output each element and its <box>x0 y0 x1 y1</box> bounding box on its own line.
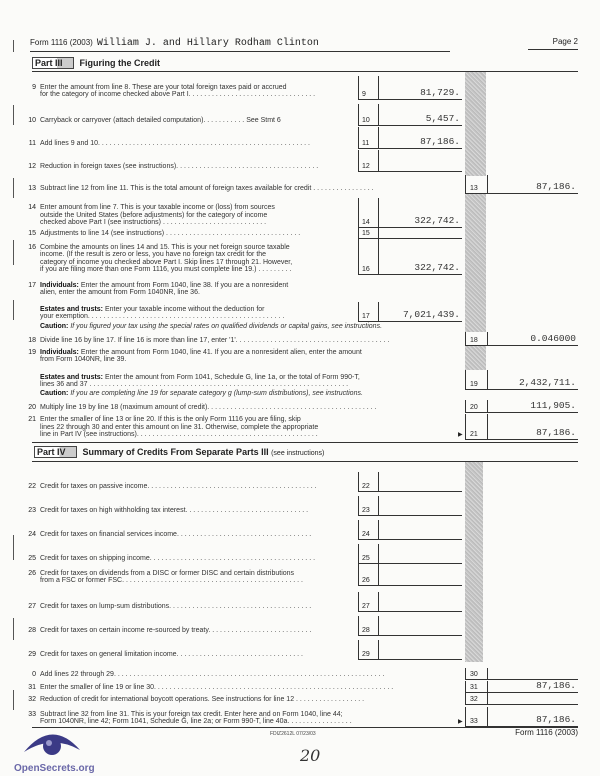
line-description <box>40 349 470 364</box>
line-bold-label: Individuals: <box>40 348 79 356</box>
line-number: 18 <box>28 337 36 345</box>
opensecrets-logo <box>14 726 94 774</box>
box-number: 31 <box>470 684 478 691</box>
line-text: Enter the amount from Form 1041, Schedule G, line 1a, or the total of Form 990-T, lines 36 and 37 . . . . . . . . . . . . . . . . . . . . . . . . . . . . . . . . . . . . . . . . . . . . . . . . . . . . . . . . . . . . . . . . . . . <box>40 373 360 389</box>
box-number: 13 <box>470 185 478 192</box>
box-divider <box>487 175 488 193</box>
eye-icon <box>22 726 82 760</box>
box-divider <box>378 562 379 585</box>
line-description <box>40 627 355 635</box>
line-text: Multiply line 19 by line 18 (maximum amount of credit). . . . . . . . . . . . . . . . . . . . . . . . . . . . . . . . . . . . . . . . . . . . <box>40 404 377 412</box>
line-11-amount: 87,186. <box>420 136 460 147</box>
line-19-amount: 2,432,711. <box>518 377 576 388</box>
line-description <box>40 282 470 297</box>
part4-title: Summary of Credits From Separate Parts III <box>82 447 269 457</box>
line-30-field[interactable] <box>465 668 578 680</box>
line-text: Enter the smaller of line 19 or line 30. . . . . . . . . . . . . . . . . . . . . . . . . . . . . . . . . . . . . . . . . . . . . . . . . . . . . . . . . . . . . . <box>40 684 394 692</box>
form-label: Form 1116 (2003) <box>30 38 93 47</box>
line-description <box>40 84 355 99</box>
line-text: Add lines 9 and 10. . . . . . . . . . . . . . . . . . . . . . . . . . . . . . . . . . . . . . . . . . . . . . . . . . . . . . . <box>40 140 310 148</box>
part3-heading <box>32 57 160 69</box>
box-number: 28 <box>362 627 370 634</box>
form-line-31 <box>0 681 600 693</box>
box-divider <box>487 400 488 412</box>
box-number: 24 <box>362 531 370 538</box>
box-number: 14 <box>362 219 370 226</box>
box-number: 22 <box>362 483 370 490</box>
line-number: 21 <box>28 416 36 424</box>
line-27-field[interactable] <box>358 592 462 612</box>
form-line-14 <box>0 198 600 228</box>
line-26-field[interactable] <box>358 562 462 586</box>
line-number: 13 <box>28 185 36 193</box>
form-line-19 <box>0 370 600 390</box>
line-12-field[interactable] <box>358 150 462 172</box>
line-number: 12 <box>28 163 36 171</box>
arrow-icon: ▶ <box>458 432 463 438</box>
form-line-21 <box>0 414 600 440</box>
box-number: 18 <box>470 337 478 344</box>
line-number: 15 <box>28 230 36 238</box>
line-description <box>40 711 458 726</box>
form-line-24 <box>0 520 600 540</box>
line-bold-label: Estates and trusts: <box>40 373 104 381</box>
line-bold-label: Estates and trusts: <box>40 305 104 313</box>
box-number: 19 <box>470 381 478 388</box>
line-number: 11 <box>28 140 36 148</box>
box-divider <box>378 228 379 238</box>
line-description <box>40 404 458 412</box>
line-text: If you are completing line 19 for separate category g (lump-sum distributions), see instructions. <box>68 390 363 398</box>
line-text: Reduction of credit for international boycott operations. See instructions for line 12 . . . . . . . . . . . . . . . . . . <box>40 696 365 704</box>
form-line-19 <box>0 347 600 365</box>
form-line-15 <box>0 228 600 239</box>
divider <box>32 71 578 72</box>
part4-note: (see instructions) <box>271 450 325 457</box>
form-line-28 <box>0 616 600 636</box>
box-number: 32 <box>470 696 478 703</box>
page-label: Page 2 <box>528 37 578 50</box>
line-number: 29 <box>28 651 36 659</box>
line-description <box>40 204 355 227</box>
box-divider <box>378 127 379 148</box>
form-line-11 <box>0 127 600 149</box>
line-description <box>40 140 355 148</box>
line-31-field[interactable] <box>465 681 578 693</box>
line-text: Combine the amounts on lines 14 and 15. This is your net foreign source taxable income. (If the result is zero or less, you have no foreign tax credit for the category of income you checked above Part I. Skip lines 17 through 21. However, if you are filing more than one Form 1116, you must complete line 19.) . . . . . . . . . <box>40 243 293 274</box>
line-18-amount: 0.046000 <box>530 333 576 344</box>
line-description <box>40 570 355 585</box>
box-number: 11 <box>362 140 370 147</box>
line-16-field[interactable] <box>358 239 462 275</box>
line-description <box>40 230 355 238</box>
divider <box>32 727 578 728</box>
line-description <box>40 507 355 515</box>
line-number: 14 <box>28 204 36 212</box>
box-divider <box>378 520 379 539</box>
line-number: 26 <box>28 569 36 577</box>
handwritten-page-number: 20 <box>300 746 321 765</box>
line-text: Credit for taxes on lump-sum distributions. . . . . . . . . . . . . . . . . . . . . . . . . . . . . . . . . . . . . <box>40 603 312 611</box>
arrow-icon: ▶ <box>458 719 463 725</box>
box-divider <box>378 150 379 171</box>
line-text: Credit for taxes on passive income. . . . . . . . . . . . . . . . . . . . . . . . . . . . . . . . . . . . . . . . . . . . <box>40 483 317 491</box>
line-number: 25 <box>28 555 36 563</box>
line-number: 31 <box>28 684 36 692</box>
box-divider <box>378 544 379 563</box>
part4-tag: Part IV <box>34 446 77 458</box>
line-10-amount: 5,457. <box>425 113 460 124</box>
form-line-16 <box>0 239 600 275</box>
line-description <box>40 531 355 539</box>
box-divider <box>487 707 488 726</box>
form-line-25 <box>0 544 600 564</box>
line-33-amount: 87,186. <box>536 714 576 725</box>
line-number: 19 <box>28 348 36 356</box>
line-description <box>40 306 355 321</box>
line-description <box>40 117 355 125</box>
form-line-12 <box>0 150 600 172</box>
line-description <box>40 671 458 679</box>
box-number: 17 <box>362 313 370 320</box>
line-25-field[interactable] <box>358 544 462 564</box>
line-text: Subtract line 32 from line 31. This is your foreign tax credit. Enter here and on Form 1040, line 44; Form 1040NR, line 42; Form 1041, Schedule G, line 2a; or Form 990-T, line 40a. . . . . . . . . . . . . . . . . <box>40 710 352 726</box>
form-line-27 <box>0 592 600 612</box>
box-number: 26 <box>362 577 370 584</box>
form-line-33 <box>0 707 600 727</box>
line-text: Credit for taxes on certain income re-sourced by treaty. . . . . . . . . . . . . . . . . . . . . . . . . . . <box>40 627 312 635</box>
box-divider <box>378 76 379 99</box>
line-text: Enter amount from line 7. This is your taxable income or (loss) from sources outside the United States (before adjustments) for the category of income checked above Part I (see instructions) . . . . . . . . . . . . . . . . . . . . . . . . . . . <box>40 204 275 227</box>
box-divider <box>378 198 379 227</box>
form-line-18 <box>0 332 600 346</box>
form-line-9 <box>0 76 600 100</box>
line-text: Credit for taxes on financial services income. . . . . . . . . . . . . . . . . . . . . . . . . . . . . . . . . . . <box>40 531 312 539</box>
line-9-field[interactable] <box>358 76 462 100</box>
box-number: 15 <box>362 230 370 237</box>
form-line-13 <box>0 175 600 194</box>
line-18-field[interactable] <box>465 332 578 346</box>
line-number: 33 <box>28 710 36 718</box>
line-number: 17 <box>28 281 36 289</box>
box-number: 27 <box>362 603 370 610</box>
logo-text: OpenSecrets.org <box>14 763 95 774</box>
line-description <box>40 323 470 331</box>
line-description <box>40 696 458 704</box>
line-number: 10 <box>28 117 36 125</box>
form-line-10 <box>0 104 600 126</box>
form-header <box>30 38 450 52</box>
box-divider <box>487 668 488 679</box>
line-description <box>40 416 458 439</box>
line-21-field[interactable] <box>465 414 578 440</box>
line-description <box>40 390 470 398</box>
box-number: 20 <box>470 404 478 411</box>
box-divider <box>378 239 379 274</box>
box-divider <box>487 370 488 389</box>
line-13-amount: 87,186. <box>536 181 576 192</box>
box-divider <box>378 616 379 635</box>
line-text: Enter the smaller of line 13 or line 20. If this is the only Form 1116 you are filing, skip lines 22 through 30 and enter this amount on line 31. Otherwise, complete the appropriate line in Part IV (see instructions). . . . . . . . . . . . . . . . . . . . . . . . . . . . . . . . . . . . . . . . . . . . . . . <box>40 416 319 439</box>
form-line-26 <box>0 562 600 586</box>
line-20-field[interactable] <box>465 400 578 413</box>
line-31-amount: 87,186. <box>536 680 576 691</box>
part3-title: Figuring the Credit <box>79 58 161 68</box>
form-line-note <box>0 389 600 399</box>
line-text: Enter the amount from Form 1040, line 41. If you are a nonresident alien, enter the amount from Form 1040NR, line 39. <box>40 348 362 364</box>
line-description <box>40 603 355 611</box>
box-number: 21 <box>470 431 478 438</box>
line-description <box>40 163 355 171</box>
line-number: 9 <box>32 83 36 91</box>
line-33-field[interactable] <box>465 707 578 727</box>
line-description <box>40 374 458 389</box>
box-divider <box>487 693 488 704</box>
line-text: Divide line 16 by line 17. If line 16 is more than line 17, enter '1'. . . . . . . . . . . . . . . . . . . . . . . . . . . . . . . . . . . . . . . . <box>40 337 390 345</box>
line-number: 28 <box>28 627 36 635</box>
line-number: 27 <box>28 603 36 611</box>
line-17-field[interactable] <box>358 302 462 322</box>
box-number: 10 <box>362 117 370 124</box>
box-number: 9 <box>362 91 366 98</box>
line-14-field[interactable] <box>358 198 462 228</box>
form-line-29 <box>0 640 600 660</box>
line-number: 22 <box>28 483 36 491</box>
form-line-17 <box>0 278 600 298</box>
line-text: Enter the amount from Form 1040, line 38. If you are a nonresident alien, enter the amount from Form 1040NR, line 36. <box>40 281 289 297</box>
line-description <box>40 684 458 692</box>
line-23-field[interactable] <box>358 496 462 516</box>
box-divider <box>487 332 488 345</box>
line-text: Adjustments to line 14 (see instructions) . . . . . . . . . . . . . . . . . . . . . . . . . . . . . . . . . . . <box>40 230 301 238</box>
box-divider <box>378 302 379 321</box>
line-29-field[interactable] <box>358 640 462 660</box>
line-21-amount: 87,186. <box>536 427 576 438</box>
line-text: Enter the amount from line 8. These are your total foreign taxes paid or accrued for the category of income checked above Part I. . . . . . . . . . . . . . . . . . . . . . . . . . . . . . . . . <box>40 83 316 99</box>
line-bold-label: Caution: <box>40 390 69 398</box>
line-description <box>40 185 458 193</box>
line-number: 16 <box>28 243 36 251</box>
form-line-32 <box>0 693 600 705</box>
line-number: 23 <box>28 507 36 515</box>
line-32-field[interactable] <box>465 693 578 705</box>
box-number: 12 <box>362 163 370 170</box>
form-line-22 <box>0 472 600 492</box>
line-15-field[interactable] <box>358 228 462 239</box>
line-text: Credit for taxes on dividends from a DISC or former DISC and certain distributions from a FSC or former FSC. . . . . . . . . . . . . . . . . . . . . . . . . . . . . . . . . . . . . . . . . . . . . . . <box>40 569 303 585</box>
part4-heading <box>34 446 324 458</box>
line-number: 0 <box>32 671 36 679</box>
form-footer-label: Form 1116 (2003) <box>515 728 578 737</box>
line-text: Reduction in foreign taxes (see instructions). . . . . . . . . . . . . . . . . . . . . . . . . . . . . . . . . . . . . <box>40 163 319 171</box>
line-16-amount: 322,742. <box>414 262 460 273</box>
line-description <box>40 651 355 659</box>
box-divider <box>378 472 379 491</box>
line-bold-label: Individuals: <box>40 281 79 289</box>
line-text: Add lines 22 through 29. . . . . . . . . . . . . . . . . . . . . . . . . . . . . . . . . . . . . . . . . . . . . . . . . . . . . . . . . . . . . . . . . . . . . . <box>40 671 385 679</box>
box-number: 33 <box>470 718 478 725</box>
line-description <box>40 483 355 491</box>
line-11-field[interactable] <box>358 127 462 149</box>
divider <box>32 442 578 443</box>
box-divider <box>378 496 379 515</box>
line-description <box>40 244 355 274</box>
taxpayer-name: William J. and Hillary Rodham Clinton <box>96 38 319 49</box>
line-22-field[interactable] <box>358 472 462 492</box>
box-number: 29 <box>362 651 370 658</box>
box-divider <box>378 640 379 659</box>
line-text: Credit for taxes on high withholding tax interest. . . . . . . . . . . . . . . . . . . . . . . . . . . . . . . . <box>40 507 309 515</box>
line-number: 32 <box>28 696 36 704</box>
box-divider <box>378 104 379 125</box>
form-code: FDIZ2612L 07/23/03 <box>270 731 316 737</box>
form-line-30 <box>0 668 600 680</box>
box-divider <box>487 681 488 692</box>
line-bold-label: Caution: <box>40 323 69 331</box>
box-divider <box>378 592 379 611</box>
box-number: 16 <box>362 266 370 273</box>
line-9-amount: 81,729. <box>420 87 460 98</box>
line-text: Enter your taxable income without the deduction for your exemption. . . . . . . . . . . . . . . . . . . . . . . . . . . . . . . . . . . . . . . . . . . . . . . . . . . <box>40 305 285 321</box>
line-text: Credit for taxes on shipping income. . . . . . . . . . . . . . . . . . . . . . . . . . . . . . . . . . . . . . . . . . . <box>40 555 316 563</box>
form-line-23 <box>0 496 600 516</box>
form-line-20 <box>0 400 600 413</box>
form-line-17 <box>0 302 600 322</box>
line-28-field[interactable] <box>358 616 462 636</box>
line-text: If you figured your tax using the special rates on qualified dividends or capital gains, see instructions. <box>68 323 383 331</box>
part3-tag: Part III <box>32 57 74 69</box>
line-description <box>40 337 458 345</box>
box-divider <box>487 414 488 439</box>
line-text: Credit for taxes on general limitation income. . . . . . . . . . . . . . . . . . . . . . . . . . . . . . . . . <box>40 651 303 659</box>
line-20-amount: 111,905. <box>530 400 576 411</box>
line-number: 24 <box>28 531 36 539</box>
line-number: 20 <box>28 404 36 412</box>
line-10-field[interactable] <box>358 104 462 126</box>
line-14-amount: 322,742. <box>414 215 460 226</box>
line-text: Carryback or carryover (attach detailed computation). . . . . . . . . . . See Stmt 6 <box>40 117 281 125</box>
box-number: 30 <box>470 671 478 678</box>
line-text: Subtract line 12 from line 11. This is the total amount of foreign taxes available for credit . . . . . . . . . . . . . . . . <box>40 185 374 193</box>
box-number: 23 <box>362 507 370 514</box>
line-19-field[interactable] <box>465 370 578 390</box>
form-line-note <box>0 322 600 332</box>
box-number: 25 <box>362 555 370 562</box>
line-17-amount: 7,021,439. <box>402 309 460 320</box>
line-24-field[interactable] <box>358 520 462 540</box>
line-13-field[interactable] <box>465 175 578 194</box>
divider <box>32 461 578 462</box>
